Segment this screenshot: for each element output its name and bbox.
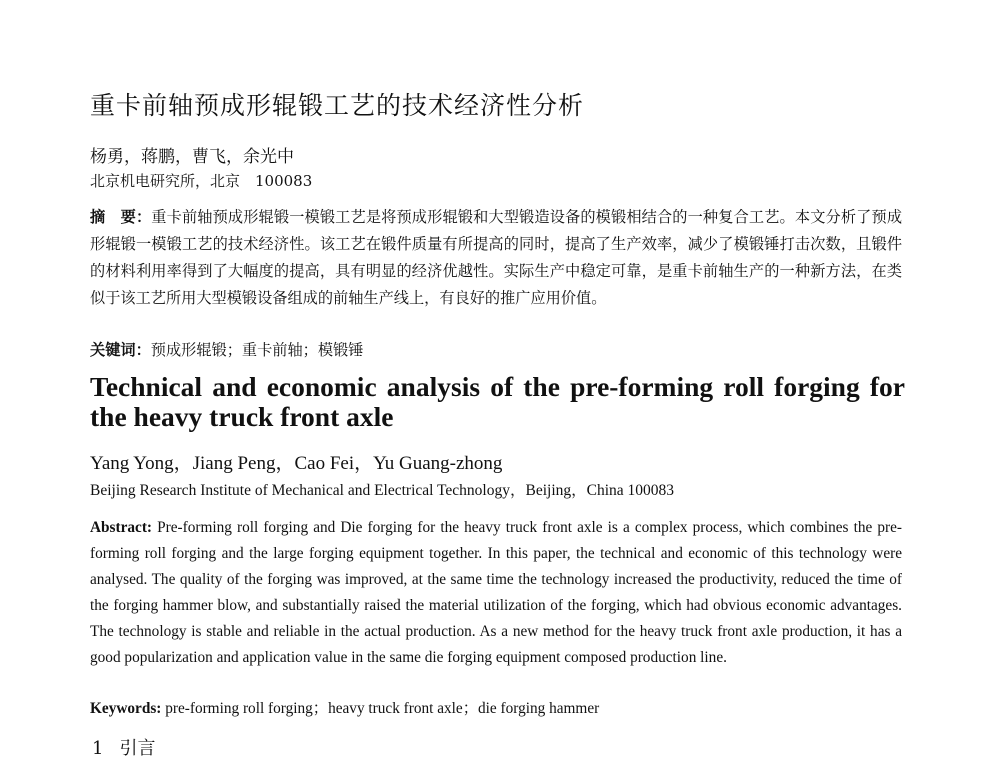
en-keywords	[90, 696, 599, 718]
cn-affiliation: 北京机电研究所，北京 100083	[90, 172, 313, 190]
cn-authors: 杨勇，蒋鹏，曹飞，余光中	[90, 147, 294, 167]
cn-abstract-label: 摘 要：	[90, 208, 152, 226]
cn-keywords-label: 关键词：	[90, 341, 151, 359]
en-keywords-label: Keywords:	[90, 700, 162, 717]
en-title: Technical and economic analysis of the pre-forming roll forging for the heavy truck front axle	[90, 371, 905, 432]
section-number: 1	[92, 738, 104, 759]
section-title: 引言	[119, 738, 156, 759]
en-abstract-label: Abstract:	[90, 519, 153, 536]
cn-title: 重卡前轴预成形辊锻工艺的技术经济性分析	[90, 91, 585, 120]
en-authors: Yang Yong，Jiang Peng，Cao Fei，Yu Guang-zhong	[90, 453, 503, 474]
en-abstract-text: Pre-forming roll forging and Die forging for the heavy truck front axle is a complex process, which combines the pre-forming roll forging and the large forging equipment together. In this paper, the technical and economic of this technology were analysed. The quality of the forging was improved, at the same time the technology increased the productivity, reduced the time of the forging hammer blow, and substantially raised the material utilization of the forging, which had obvious economic advantages. The technology is stable and reliable in the actual production. As a new method for the heavy truck front axle production, it has a good popularization and application value in the same die forging equipment composed production line.	[90, 519, 903, 666]
section-heading	[92, 734, 155, 760]
cn-abstract-text: 重卡前轴预成形辊锻一模锻工艺是将预成形辊锻和大型锻造设备的模锻相结合的一种复合工艺。本文分析了预成形辊锻一模锻工艺的技术经济性。该工艺在锻件质量有所提高的同时，提高了生产效率，减少了模锻锤打击次数，且锻件的材料利用率得到了大幅度的提高，具有明显的经济优越性。实际生产中稳定可靠，是重卡前轴生产的一种新方法，在类似于该工艺所用大型模锻设备组成的前轴生产线上，有良好的推广应用价值。	[90, 208, 903, 307]
en-keywords-text: pre-forming roll forging；heavy truck front axle；die forging hammer	[165, 700, 600, 717]
en-affiliation: Beijing Research Institute of Mechanical and Electrical Technology，Beijing，China 100083	[90, 482, 675, 499]
cn-abstract	[90, 204, 902, 312]
cn-keywords-text: 预成形辊锻；重卡前轴；模锻锤	[150, 341, 364, 359]
en-abstract	[90, 515, 902, 671]
cn-keywords	[90, 339, 363, 360]
